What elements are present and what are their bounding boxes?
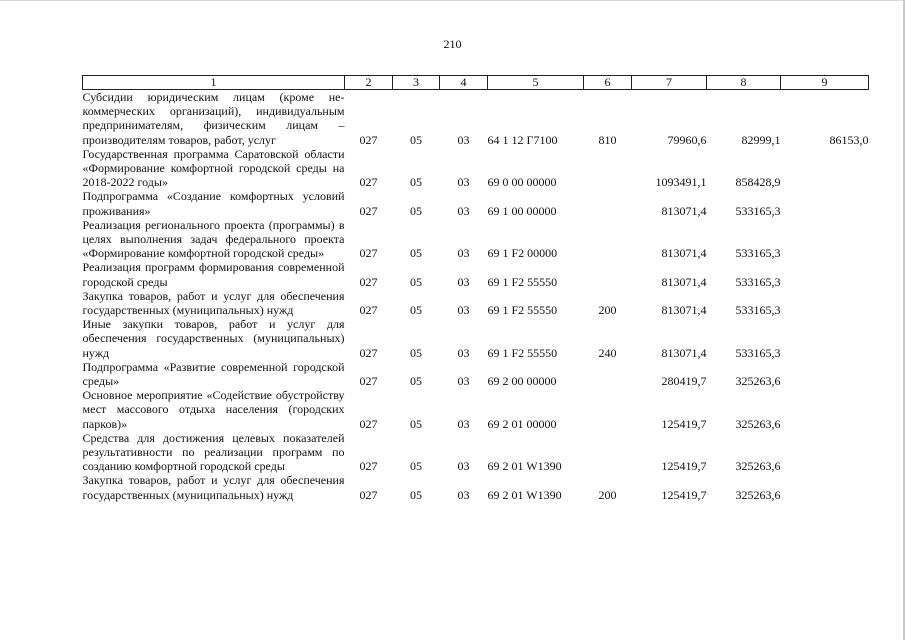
row-sum-3	[781, 260, 869, 288]
table-row	[83, 260, 869, 288]
row-sum-1: 813071,4	[661, 274, 707, 289]
row-sum-2: 533165,3	[735, 203, 781, 218]
row-sum-2: 82999,1	[741, 132, 781, 147]
row-sum-3	[781, 218, 869, 261]
row-csr: 69 1 F2 55550	[487, 345, 558, 360]
table-row	[83, 289, 869, 317]
row-ved: 027	[359, 459, 378, 474]
row-ved: 027	[359, 374, 378, 389]
header-row	[83, 76, 869, 90]
row-sum-2: 533165,3	[735, 345, 781, 360]
row-csr: 69 2 01 W1390	[487, 487, 562, 502]
row-ved: 027	[359, 303, 378, 318]
row-sum-3	[781, 289, 869, 317]
row-name: Закупка товаров, работ и услуг для обеспечения государственных (муниципальных) нужд	[82, 288, 345, 318]
row-ved: 027	[359, 203, 378, 218]
row-pr: 03	[457, 459, 470, 474]
row-rz: 05	[410, 246, 422, 261]
row-sum-3	[781, 317, 869, 360]
row-ved: 027	[359, 274, 378, 289]
row-name: Реализация регионального проекта (программы) в целях выполнения задач федерального проекта «Формирование комфортной городской среды»	[82, 217, 345, 261]
row-name: Реализация программ формирования современной городской среды	[82, 260, 345, 289]
row-pr: 03	[457, 374, 470, 389]
row-csr: 69 2 01 W1390	[487, 459, 562, 474]
row-sum-3	[781, 147, 869, 190]
header-col-2: 2	[345, 76, 393, 90]
row-rz: 05	[410, 175, 422, 190]
row-rz: 05	[410, 203, 422, 218]
row-pr: 03	[457, 345, 470, 360]
budget-table	[82, 75, 869, 502]
header-col-4: 4	[440, 76, 488, 90]
row-sum-1: 79960,6	[667, 132, 707, 147]
row-csr: 69 1 00 00000	[487, 203, 557, 218]
row-rz: 05	[410, 274, 422, 289]
row-pr: 03	[457, 303, 470, 318]
row-vr	[584, 147, 632, 190]
header-col-3: 3	[393, 76, 440, 90]
row-csr: 69 1 F2 55550	[487, 274, 558, 289]
row-pr: 03	[457, 203, 470, 218]
row-ved: 027	[359, 345, 378, 360]
row-vr	[584, 388, 632, 431]
row-sum-3	[781, 360, 869, 388]
row-name: Подпрограмма «Развитие современной городской среды»	[82, 359, 345, 389]
row-rz: 05	[410, 374, 422, 389]
row-sum-2: 858428,9	[735, 175, 781, 190]
row-rz: 05	[410, 487, 422, 502]
header-col-8: 8	[707, 76, 781, 90]
row-vr	[584, 218, 632, 261]
row-sum-1: 813071,4	[661, 303, 707, 318]
row-pr: 03	[457, 274, 470, 289]
row-sum-1: 125419,7	[661, 459, 707, 474]
row-pr: 03	[457, 487, 470, 502]
header-col-7: 7	[632, 76, 707, 90]
row-sum-1: 280419,7	[661, 374, 707, 389]
row-pr: 03	[457, 416, 470, 431]
row-name: Средства для достижения целевых показателей результативности по реализации программ по созданию комфортной городской среды	[82, 430, 345, 474]
page-top-edge	[0, 0, 905, 1]
header-col-9: 9	[781, 76, 869, 90]
row-csr: 69 2 01 00000	[487, 416, 557, 431]
row-rz: 05	[410, 416, 422, 431]
row-vr	[584, 431, 632, 474]
row-sum-2: 533165,3	[735, 303, 781, 318]
row-csr: 69 1 F2 55550	[487, 303, 558, 318]
table-row	[83, 360, 869, 388]
row-csr: 69 1 F2 00000	[487, 246, 558, 261]
row-vr	[584, 260, 632, 288]
row-name: Государственная программа Саратовской области «Формирование комфортной городской среды на 2018-2022 годы»	[82, 146, 345, 190]
row-sum-1: 813071,4	[661, 203, 707, 218]
table-row	[83, 473, 869, 501]
row-ved: 027	[359, 487, 378, 502]
row-ved: 027	[359, 416, 378, 431]
row-sum-2: 325263,6	[735, 487, 781, 502]
table-row	[83, 218, 869, 261]
row-sum-1: 125419,7	[661, 416, 707, 431]
table-row	[83, 431, 869, 474]
table-row	[83, 388, 869, 431]
row-csr: 69 2 00 00000	[487, 374, 557, 389]
row-vr: 200	[598, 487, 617, 502]
row-sum-3	[781, 189, 869, 217]
header-col-6: 6	[584, 76, 632, 90]
row-rz: 05	[410, 459, 422, 474]
row-sum-1: 1093491,1	[655, 175, 707, 190]
row-sum-2: 325263,6	[735, 416, 781, 431]
row-name: Основное мероприятие «Содействие обустройству мест массового отдыха населения (городских парков)»	[82, 388, 345, 431]
row-name: Подпрограмма «Создание комфортных условий проживания»	[82, 189, 345, 218]
table-row	[83, 189, 869, 217]
row-sum-2: 533165,3	[735, 246, 781, 261]
row-ved: 027	[359, 175, 378, 190]
page-number: 210	[443, 37, 462, 51]
row-vr	[584, 189, 632, 217]
row-ved: 027	[359, 132, 378, 147]
header-col-5: 5	[488, 76, 584, 90]
row-name: Закупка товаров, работ и услуг для обеспечения государственных (муниципальных) нужд	[82, 473, 345, 502]
row-rz: 05	[410, 345, 422, 360]
row-name: Иные закупки товаров, работ и услуг для обеспечения государственных (муниципальных) нужд	[82, 317, 345, 360]
table-row	[83, 147, 869, 190]
table-row	[83, 317, 869, 360]
row-vr: 240	[598, 345, 617, 360]
row-pr: 03	[457, 246, 470, 261]
row-sum-2: 325263,6	[735, 459, 781, 474]
row-name: Субсидии юридическим лицам (кроме некоммерческих организаций), индивидуальным предпринимателям, физическим лицам – производителям товаров, работ, услуг	[82, 90, 345, 147]
row-csr: 64 1 12 Г7100	[487, 132, 558, 147]
row-rz: 05	[410, 132, 422, 147]
row-sum-3	[781, 431, 869, 474]
header-col-1: 1	[83, 76, 345, 90]
row-pr: 03	[457, 132, 470, 147]
row-vr: 200	[598, 303, 617, 318]
row-sum-2: 533165,3	[735, 274, 781, 289]
row-sum-3	[781, 388, 869, 431]
row-sum-3	[781, 473, 869, 501]
row-sum-1: 125419,7	[661, 487, 707, 502]
row-sum-1: 813071,4	[661, 246, 707, 261]
row-sum-2: 325263,6	[735, 374, 781, 389]
row-vr: 810	[598, 132, 617, 147]
row-ved: 027	[359, 246, 378, 261]
row-sum-3: 86153,0	[829, 132, 869, 147]
row-rz: 05	[410, 303, 422, 318]
row-csr: 69 0 00 00000	[487, 175, 557, 190]
row-vr	[584, 360, 632, 388]
row-sum-1: 813071,4	[661, 345, 707, 360]
table-row	[83, 90, 869, 147]
row-pr: 03	[457, 175, 470, 190]
